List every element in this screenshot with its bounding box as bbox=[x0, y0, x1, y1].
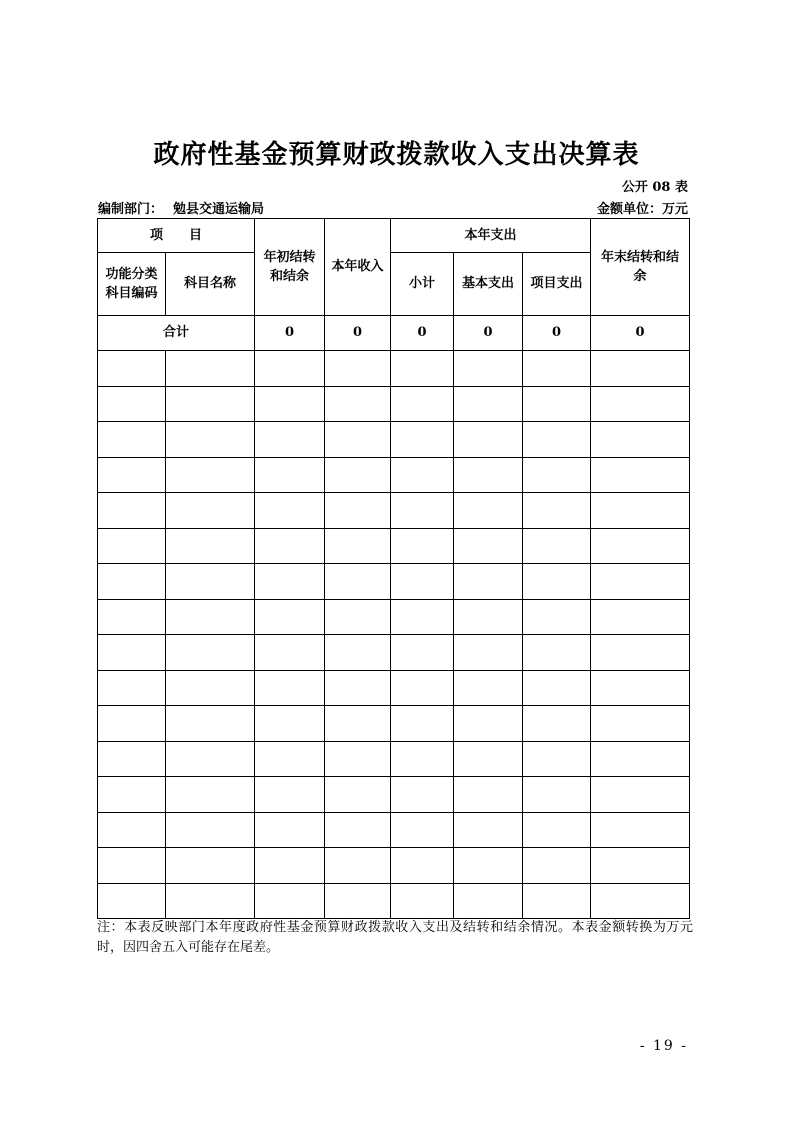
table-cell bbox=[591, 777, 690, 813]
empty-rows-body bbox=[98, 351, 690, 919]
table-cell bbox=[454, 777, 523, 813]
table-row bbox=[98, 883, 690, 919]
table-cell bbox=[454, 812, 523, 848]
table-cell bbox=[166, 635, 255, 671]
table-cell bbox=[523, 777, 591, 813]
header-func-code-label: 功能分类科目编码 bbox=[105, 266, 158, 301]
table-cell bbox=[591, 422, 690, 458]
table-cell bbox=[523, 670, 591, 706]
table-cell bbox=[391, 777, 454, 813]
table-row bbox=[98, 386, 690, 422]
table-cell bbox=[166, 386, 255, 422]
table-cell bbox=[454, 493, 523, 529]
table-row bbox=[98, 635, 690, 671]
table-cell bbox=[454, 741, 523, 777]
table-cell bbox=[255, 528, 325, 564]
table-cell bbox=[523, 883, 591, 919]
table-cell bbox=[454, 883, 523, 919]
amount-unit: 金额单位：万元 bbox=[596, 202, 688, 217]
table-cell bbox=[391, 599, 454, 635]
header-item: 项 目 bbox=[98, 219, 255, 253]
table-cell bbox=[325, 386, 391, 422]
table-cell bbox=[255, 457, 325, 493]
table-cell bbox=[325, 741, 391, 777]
table-cell bbox=[98, 741, 166, 777]
table-cell bbox=[454, 422, 523, 458]
table-cell bbox=[255, 883, 325, 919]
table-cell bbox=[166, 848, 255, 884]
header-expense-group: 本年支出 bbox=[391, 219, 591, 253]
table-cell bbox=[454, 528, 523, 564]
document-title: 政府性基金预算财政拨款收入支出决算表 bbox=[153, 140, 640, 170]
table-cell bbox=[454, 635, 523, 671]
table-cell bbox=[98, 599, 166, 635]
table-cell bbox=[391, 351, 454, 387]
table-row bbox=[98, 777, 690, 813]
table-row bbox=[98, 493, 690, 529]
table-cell bbox=[325, 635, 391, 671]
total-label: 合计 bbox=[98, 316, 255, 351]
table-cell bbox=[325, 422, 391, 458]
table-row bbox=[98, 351, 690, 387]
table-cell bbox=[523, 741, 591, 777]
table-cell bbox=[98, 528, 166, 564]
table-cell bbox=[98, 812, 166, 848]
table-cell bbox=[255, 493, 325, 529]
table-cell bbox=[166, 670, 255, 706]
table-cell bbox=[454, 706, 523, 742]
table-cell bbox=[98, 635, 166, 671]
table-cell bbox=[523, 812, 591, 848]
total-project-expense: 0 bbox=[523, 316, 591, 351]
table-cell bbox=[166, 599, 255, 635]
header-end-balance-label: 年末结转和结余 bbox=[601, 249, 680, 284]
table-cell bbox=[591, 351, 690, 387]
table-cell bbox=[255, 422, 325, 458]
table-row bbox=[98, 599, 690, 635]
table-cell bbox=[591, 457, 690, 493]
table-cell bbox=[325, 812, 391, 848]
table-cell bbox=[454, 564, 523, 600]
table-cell bbox=[523, 848, 591, 884]
table-cell bbox=[166, 422, 255, 458]
table-cell bbox=[98, 883, 166, 919]
table-cell bbox=[325, 528, 391, 564]
table-cell bbox=[591, 386, 690, 422]
table-cell bbox=[391, 564, 454, 600]
table-cell bbox=[98, 848, 166, 884]
table-cell bbox=[454, 848, 523, 884]
table-cell bbox=[391, 670, 454, 706]
table-cell bbox=[591, 528, 690, 564]
table-cell bbox=[98, 351, 166, 387]
table-cell bbox=[255, 564, 325, 600]
table-cell bbox=[454, 351, 523, 387]
table-cell bbox=[391, 422, 454, 458]
table-cell bbox=[166, 528, 255, 564]
table-cell bbox=[166, 457, 255, 493]
table-cell bbox=[523, 564, 591, 600]
total-income: 0 bbox=[325, 316, 391, 351]
table-cell bbox=[591, 670, 690, 706]
table-cell bbox=[391, 386, 454, 422]
table-cell bbox=[98, 386, 166, 422]
table-cell bbox=[255, 386, 325, 422]
table-number: 公开 08 表 bbox=[621, 180, 688, 195]
table-cell bbox=[98, 422, 166, 458]
table-cell bbox=[325, 706, 391, 742]
table-cell bbox=[591, 564, 690, 600]
table-row bbox=[98, 812, 690, 848]
table-cell bbox=[98, 493, 166, 529]
department-value: 勉县交通运输局 bbox=[173, 202, 265, 217]
table-cell bbox=[523, 351, 591, 387]
table-cell bbox=[166, 883, 255, 919]
table-row bbox=[98, 422, 690, 458]
table-row bbox=[98, 848, 690, 884]
table-cell bbox=[523, 635, 591, 671]
table-cell bbox=[523, 422, 591, 458]
table-cell bbox=[166, 706, 255, 742]
table-cell bbox=[166, 351, 255, 387]
table-cell bbox=[325, 670, 391, 706]
table-cell bbox=[98, 670, 166, 706]
table-cell bbox=[255, 777, 325, 813]
table-cell bbox=[325, 457, 391, 493]
table-cell bbox=[166, 564, 255, 600]
page-number: - 19 - bbox=[639, 1038, 688, 1054]
table-cell bbox=[454, 457, 523, 493]
table-cell bbox=[591, 812, 690, 848]
table-row bbox=[98, 670, 690, 706]
table-cell bbox=[255, 812, 325, 848]
table-cell bbox=[523, 528, 591, 564]
table-cell bbox=[98, 777, 166, 813]
table-cell bbox=[591, 883, 690, 919]
table-cell bbox=[166, 493, 255, 529]
total-end-balance: 0 bbox=[591, 316, 690, 351]
table-row bbox=[98, 706, 690, 742]
table-cell bbox=[255, 351, 325, 387]
table-cell bbox=[454, 386, 523, 422]
table-cell bbox=[255, 670, 325, 706]
table-cell bbox=[325, 848, 391, 884]
header-begin-balance bbox=[255, 219, 325, 316]
table-cell bbox=[391, 848, 454, 884]
table-cell bbox=[591, 635, 690, 671]
table-cell bbox=[591, 706, 690, 742]
table-cell bbox=[391, 635, 454, 671]
table-cell bbox=[591, 493, 690, 529]
table-cell bbox=[591, 599, 690, 635]
table-cell bbox=[454, 599, 523, 635]
table-cell bbox=[325, 777, 391, 813]
header-basic-expense: 基本支出 bbox=[454, 253, 523, 316]
table-cell bbox=[255, 706, 325, 742]
table-cell bbox=[255, 599, 325, 635]
header-subtotal: 小计 bbox=[391, 253, 454, 316]
total-subtotal: 0 bbox=[391, 316, 454, 351]
total-begin-balance: 0 bbox=[255, 316, 325, 351]
table-cell bbox=[255, 741, 325, 777]
table-cell bbox=[391, 741, 454, 777]
table-cell bbox=[325, 564, 391, 600]
table-cell bbox=[391, 883, 454, 919]
header-func-code bbox=[98, 253, 166, 316]
total-row bbox=[98, 316, 690, 351]
table-cell bbox=[255, 635, 325, 671]
table-cell bbox=[523, 706, 591, 742]
table-cell bbox=[325, 351, 391, 387]
budget-table bbox=[97, 218, 690, 919]
table-cell bbox=[591, 848, 690, 884]
table-note: 注：本表反映部门本年度政府性基金预算财政拨款收入支出及结转和结余情况。本表金额转换为万元时，因四舍五入可能存在尾差。 bbox=[97, 920, 693, 955]
table-cell bbox=[166, 777, 255, 813]
table-cell bbox=[523, 493, 591, 529]
table-cell bbox=[523, 599, 591, 635]
table-cell bbox=[98, 706, 166, 742]
table-cell bbox=[391, 457, 454, 493]
table-cell bbox=[325, 883, 391, 919]
table-cell bbox=[166, 741, 255, 777]
table-cell bbox=[255, 848, 325, 884]
header-income: 本年收入 bbox=[325, 219, 391, 316]
department-line bbox=[98, 198, 264, 217]
table-cell bbox=[391, 493, 454, 529]
header-end-balance bbox=[591, 219, 690, 316]
header-subject-name: 科目名称 bbox=[166, 253, 255, 316]
table-cell bbox=[325, 599, 391, 635]
table-cell bbox=[391, 706, 454, 742]
table-cell bbox=[523, 386, 591, 422]
table-cell bbox=[454, 670, 523, 706]
table-row bbox=[98, 564, 690, 600]
table-cell bbox=[391, 812, 454, 848]
table-row bbox=[98, 528, 690, 564]
header-row-1 bbox=[98, 219, 690, 253]
table-cell bbox=[325, 493, 391, 529]
table-cell bbox=[166, 812, 255, 848]
header-begin-balance-label: 年初结转和结余 bbox=[263, 249, 316, 284]
department-label: 编制部门： bbox=[98, 202, 164, 217]
table-cell bbox=[98, 564, 166, 600]
table-row bbox=[98, 457, 690, 493]
table-cell bbox=[591, 741, 690, 777]
table-cell bbox=[98, 457, 166, 493]
table-cell bbox=[391, 528, 454, 564]
table-row bbox=[98, 741, 690, 777]
header-project-expense: 项目支出 bbox=[523, 253, 591, 316]
total-basic-expense: 0 bbox=[454, 316, 523, 351]
table-cell bbox=[523, 457, 591, 493]
